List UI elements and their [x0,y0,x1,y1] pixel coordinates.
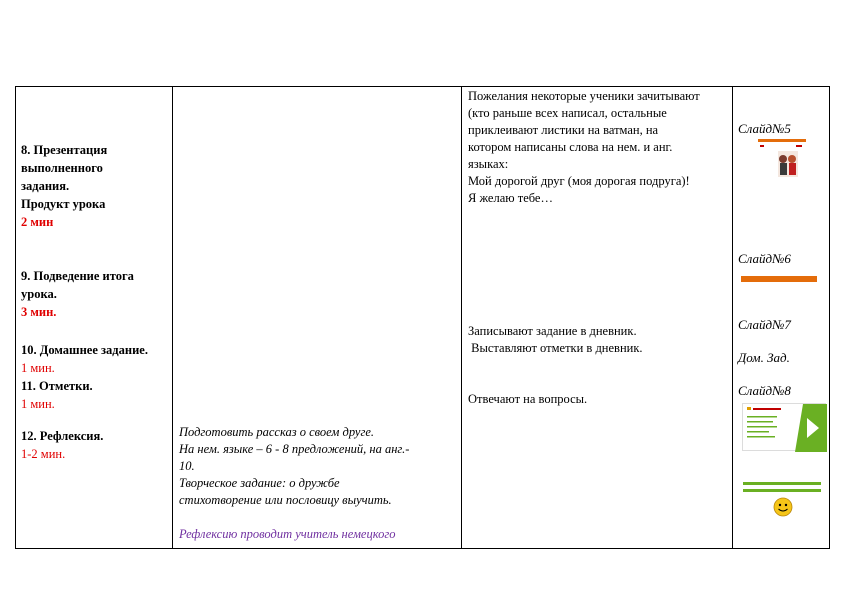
stage-title: 11. Отметки. [21,379,93,393]
friends-photo-icon [758,139,806,181]
stage-time: 1-2 мин. [21,447,66,461]
wishes-text [468,88,730,207]
thank-you-slide-thumbnail [739,479,827,517]
text-line: Пожелания некоторые ученики зачитывают [468,89,700,103]
stage-time: 2 мин [21,215,54,229]
text-line: стихотворение или пословицу выучить. [179,493,392,507]
text-line: На нем. языке – 6 - 8 предложений, на анг.- [179,442,410,456]
slide-5-thumbnail [758,139,806,181]
stage-title: Продукт урока [21,197,106,211]
diary-text [468,323,730,357]
text-line: Записывают задание в дневник. [468,324,637,338]
slide-preview-icon [743,404,827,452]
slide-label: Слайд№7 [738,317,791,332]
answers-text: Отвечают на вопросы. [468,392,588,406]
stage-title: задания. [21,179,70,193]
teacher-column [173,87,461,548]
text-line: (кто раньше всех написал, остальные [468,106,667,120]
text-line: Творческое задание: о дружбе [179,476,340,490]
text-line: приклеивают листики на ватман, на [468,123,659,137]
stage-title: 8. Презентация [21,143,108,157]
slides-column [733,87,831,548]
slide-6-thumbnail [741,276,817,282]
slide-8-thumbnail [742,403,826,451]
text-line: языках: [468,157,509,171]
stage-title: выполненного [21,161,103,175]
slide-label: Дом. Зад. [738,350,790,365]
text-line: Подготовить рассказ о своем друге. [179,425,375,439]
lesson-table [15,86,830,549]
stage-title: 12. Рефлексия. [21,429,104,443]
slide-label: Слайд№5 [738,121,791,136]
slide-label: Слайд№8 [738,383,791,398]
smiley-icon [739,479,827,517]
stage-time: 1 мин. [21,397,55,411]
homework-text [179,424,455,509]
stage-title: урока. [21,287,57,301]
text-line: Выставляют отметки в дневник. [468,341,643,355]
text-line: Мой дорогой друг (моя дорогая подруга)! [468,174,690,188]
stages-column [16,87,172,548]
text-line: Я желаю тебе… [468,191,553,205]
stage-title: 10. Домашнее задание. [21,343,148,357]
stage-12 [21,427,103,463]
stage-time: 3 мин. [21,305,57,319]
reflection-note: Рефлексию проводит учитель немецкого [179,527,396,541]
text-line: котором написаны слова на нем. и анг. [468,140,673,154]
students-column [462,87,732,548]
slide-label: Слайд№6 [738,251,791,266]
stage-9 [21,267,134,321]
text-line: 10. [179,459,195,473]
stage-time: 1 мин. [21,361,55,375]
stage-10 [21,341,148,413]
stage-title: 9. Подведение итога [21,269,134,283]
stage-8 [21,141,107,231]
